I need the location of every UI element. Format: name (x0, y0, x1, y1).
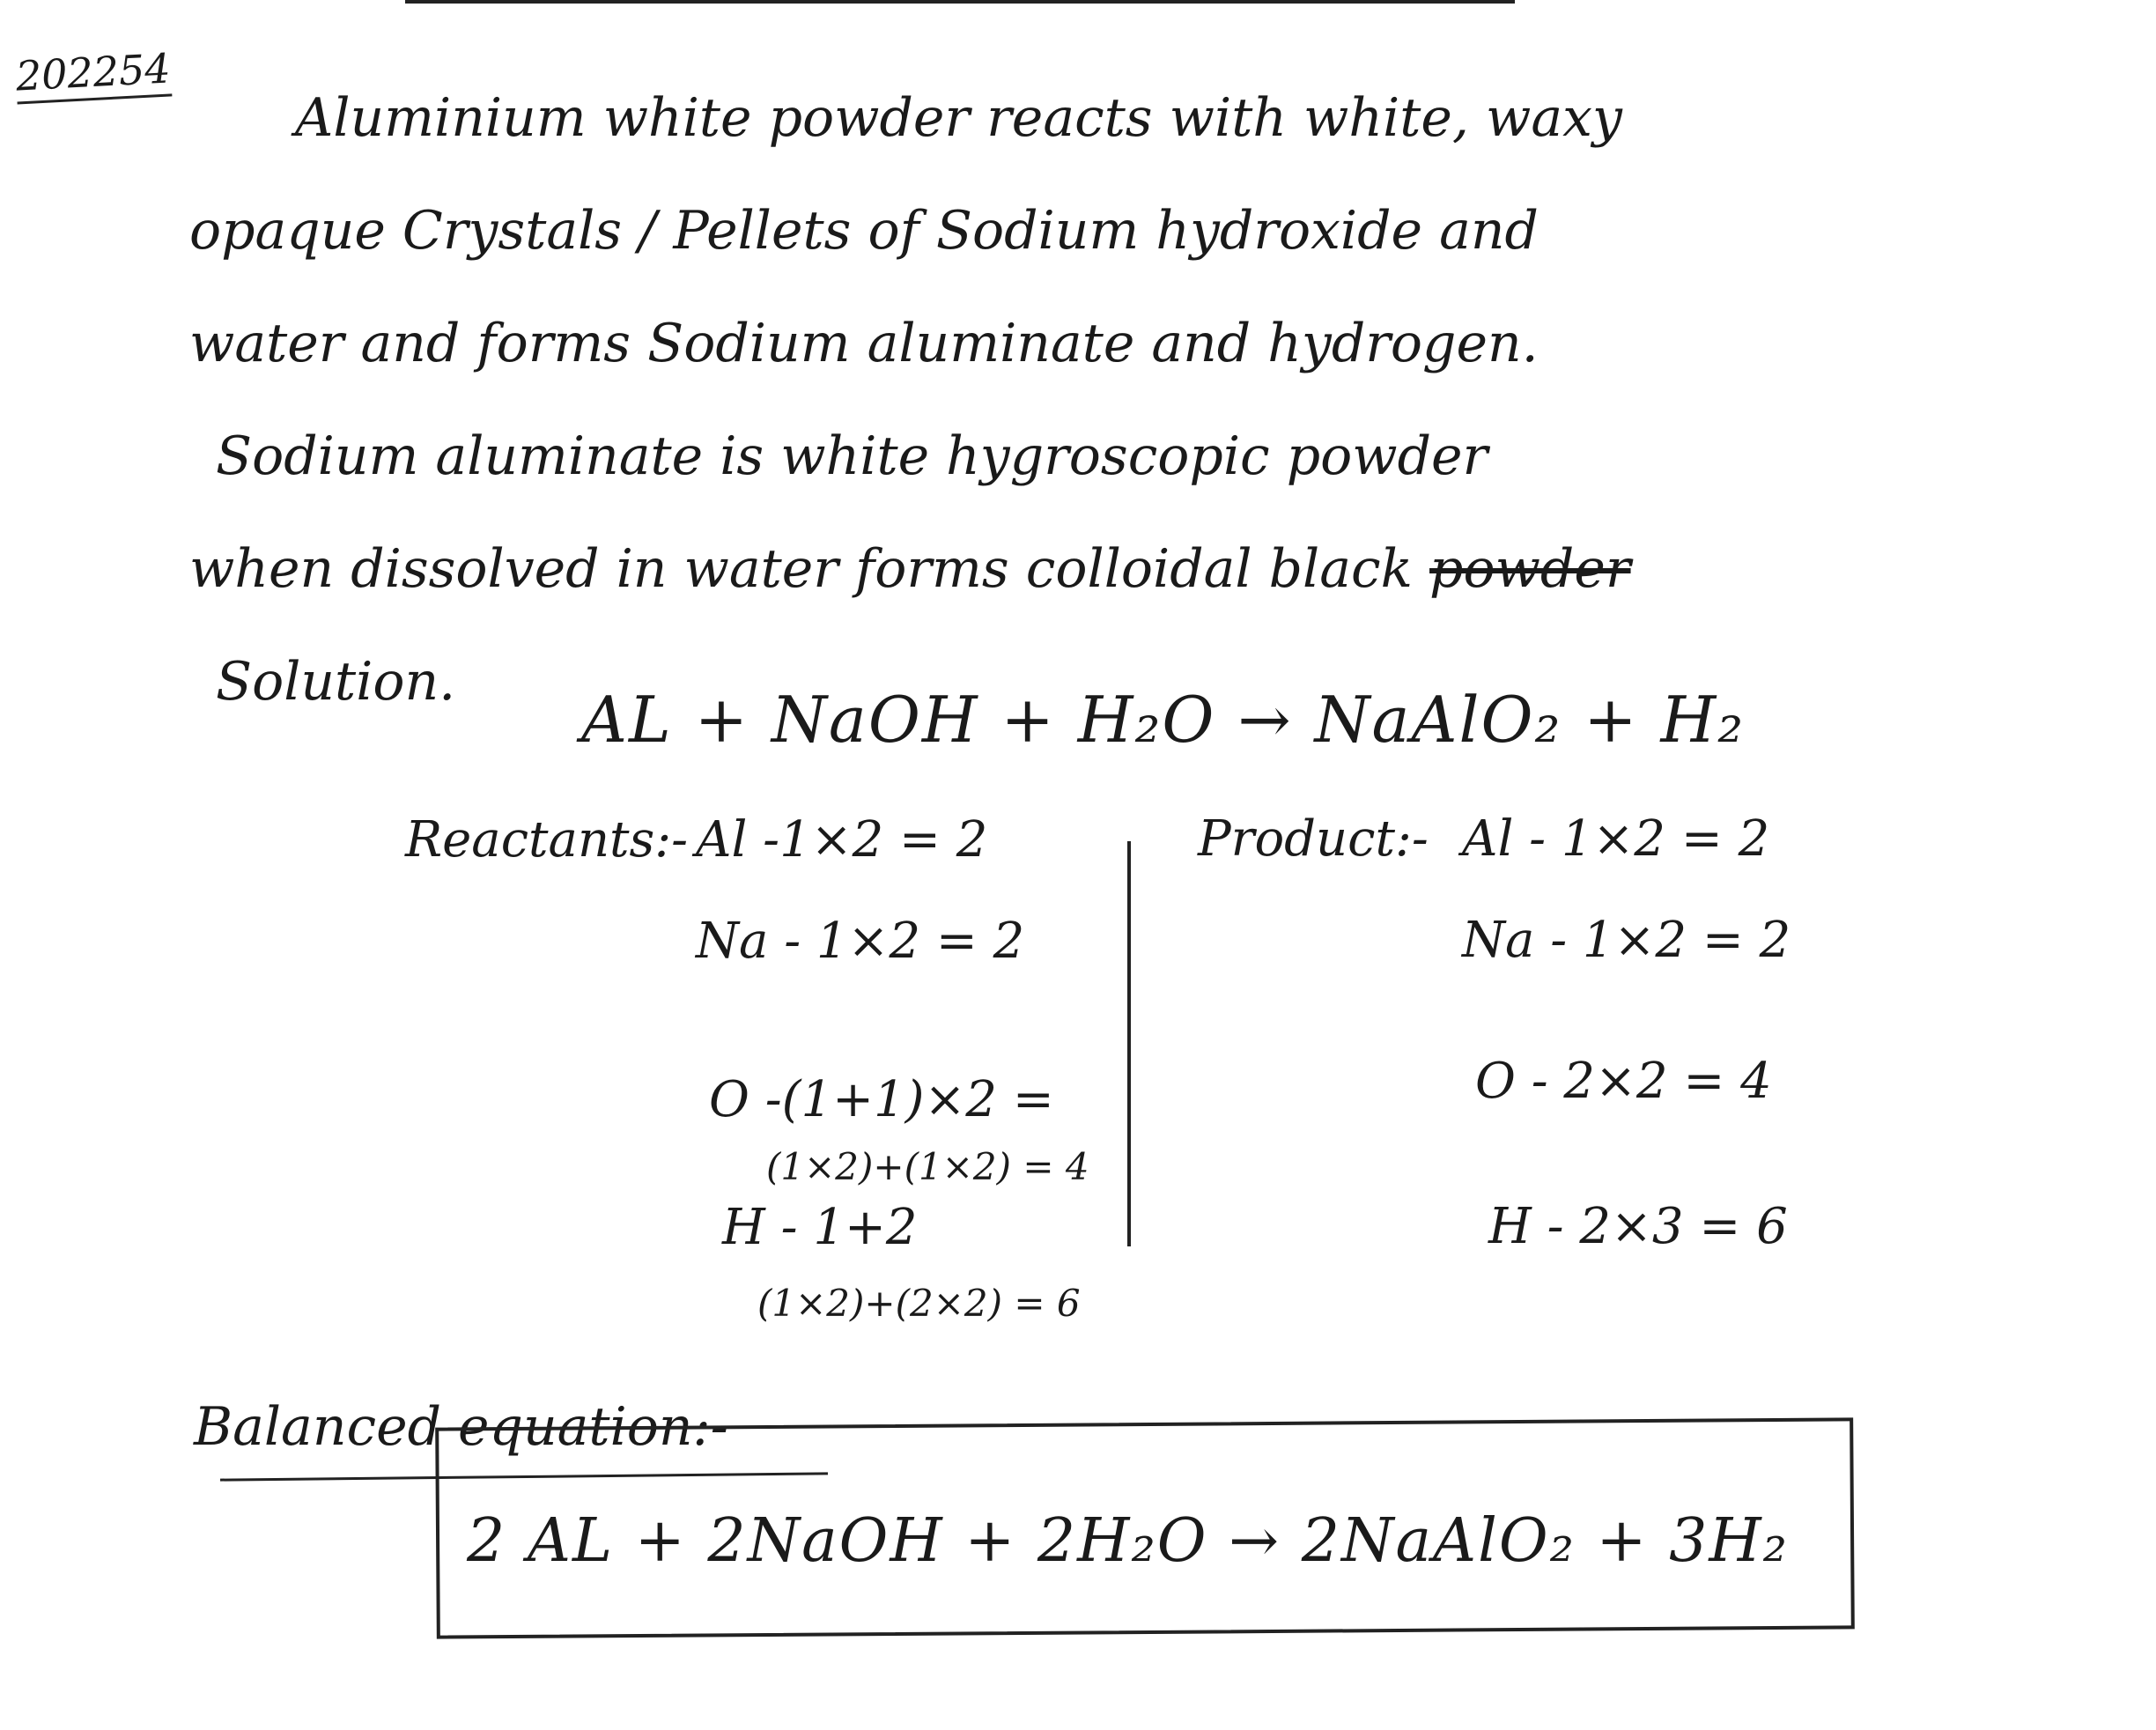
id-number: 202254 (15, 44, 172, 104)
paragraph-line-5 (189, 513, 2153, 625)
balanced-label: Balanced equation:- (194, 1396, 728, 1458)
paragraph-line-5-text: when dissolved in water forms colloidal black (189, 538, 1413, 600)
reactants-o-detail: (1×2)+(1×2) = 4 (766, 1145, 1089, 1188)
reactants-header: Reactants:- (405, 811, 689, 869)
unbalanced-equation: AL + NaOH + H₂O → NaAlO₂ + H₂ (581, 683, 1746, 757)
reactants-h: H - 1+2 (722, 1199, 918, 1256)
top-rule (405, 0, 1515, 4)
paragraph-line-6: Solution. (216, 651, 456, 713)
struck-word: powder (1429, 538, 1631, 600)
balanced-equation: 2 AL + 2NaOH + 2H₂O → 2NaAlO₂ + 3H₂ (467, 1506, 1789, 1576)
column-divider (1127, 841, 1131, 1246)
products-header: Product:- (1198, 810, 1429, 868)
reactants-na: Na - 1×2 = 2 (696, 913, 1025, 970)
description-paragraph (189, 62, 2153, 738)
paragraph-line-3: water and forms Sodium aluminate and hydrogen. (189, 313, 1539, 374)
paragraph-line-2: opaque Crystals / Pellets of Sodium hydroxide and (189, 200, 1539, 262)
products-al: Al - 1×2 = 2 (1462, 810, 1770, 868)
products-h: H - 2×3 = 6 (1488, 1198, 1788, 1255)
paragraph-line-4: Sodium aluminate is white hygroscopic powder (216, 425, 1488, 487)
reactants-o: O -(1+1)×2 = (709, 1071, 1054, 1128)
reactants-al: Al -1×2 = 2 (696, 811, 988, 869)
products-na: Na - 1×2 = 2 (1462, 912, 1791, 969)
paragraph-line-1: Aluminium white powder reacts with white, waxy (295, 87, 1622, 149)
reactants-h-detail: (1×2)+(2×2) = 6 (757, 1282, 1081, 1325)
products-o: O - 2×2 = 4 (1475, 1053, 1772, 1110)
